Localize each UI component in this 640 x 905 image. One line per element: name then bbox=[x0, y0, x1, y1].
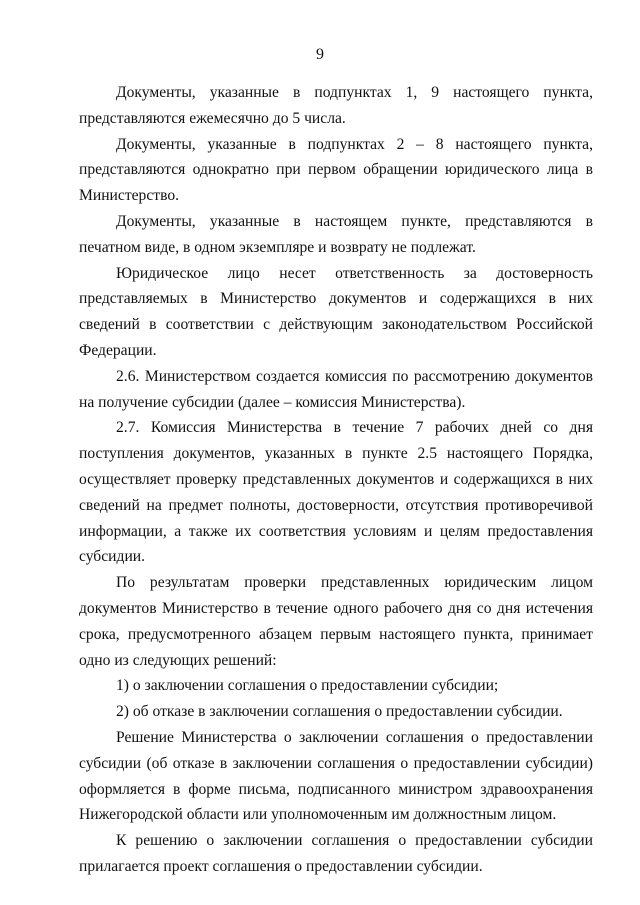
paragraph-decision-intro: По результатам проверки представленных юридическим лицом документов Министерство в течение одного рабочего дня со дня истечения срока, предусмотренного абзацем первым настоящего пункта, принимает одно из следующих решений: bbox=[79, 574, 593, 669]
page-number: 9 bbox=[316, 46, 324, 63]
document-body bbox=[79, 80, 593, 880]
paragraph-one-time-documents: Документы, указанные в подпунктах 2 – 8 настоящего пункта, представляются однократно при первом обращении юридического лица в Министерство. bbox=[79, 135, 593, 205]
paragraph-draft-agreement: К решению о заключении соглашения о предоставлении субсидии прилагается проект соглашения о предоставлении субсидии. bbox=[79, 832, 593, 875]
paragraph-responsibility: Юридическое лицо несет ответственность за достоверность представляемых в Министерство документов и содержащихся в них сведений в соответствии с действующим законодательством Российской Федерации. bbox=[79, 264, 593, 359]
paragraph-decision-letter: Решение Министерства о заключении соглашения о предоставлении субсидии (об отказе в заключении соглашения о предоставлении субсидии) оформляется в форме письма, подписанного министром здравоохранения Нижегородской области или уполномоченным им должностным лицом. bbox=[79, 728, 593, 824]
paragraph-printed-form: Документы, указанные в настоящем пункте, представляются в печатном виде, в одном экземпляре и возврату не подлежат. bbox=[79, 212, 593, 256]
list-item-conclude-agreement: 1) о заключении соглашения о предоставлении субсидии; bbox=[116, 677, 499, 695]
paragraph-2-7-review: 2.7. Комиссия Министерства в течение 7 рабочих дней со дня поступления документов, указанных в пункте 2.5 настоящего Порядка, осуществляет проверку представленных документов и содержащихся в них сведений на предмет полноты, достоверности, отсутствия противоречивой информации, а также их соответствия условиям и целям предоставления субсидии. bbox=[79, 419, 593, 566]
paragraph-monthly-documents: Документы, указанные в подпунктах 1, 9 настоящего пункта, представляются ежемесячно до 5 числа. bbox=[79, 84, 593, 127]
paragraph-2-6-commission: 2.6. Министерством создается комиссия по рассмотрению документов на получение субсидии (далее – комиссия Министерства). bbox=[79, 367, 593, 411]
list-item-refuse-agreement: 2) об отказе в заключении соглашения о предоставлении субсидии. bbox=[116, 703, 563, 721]
